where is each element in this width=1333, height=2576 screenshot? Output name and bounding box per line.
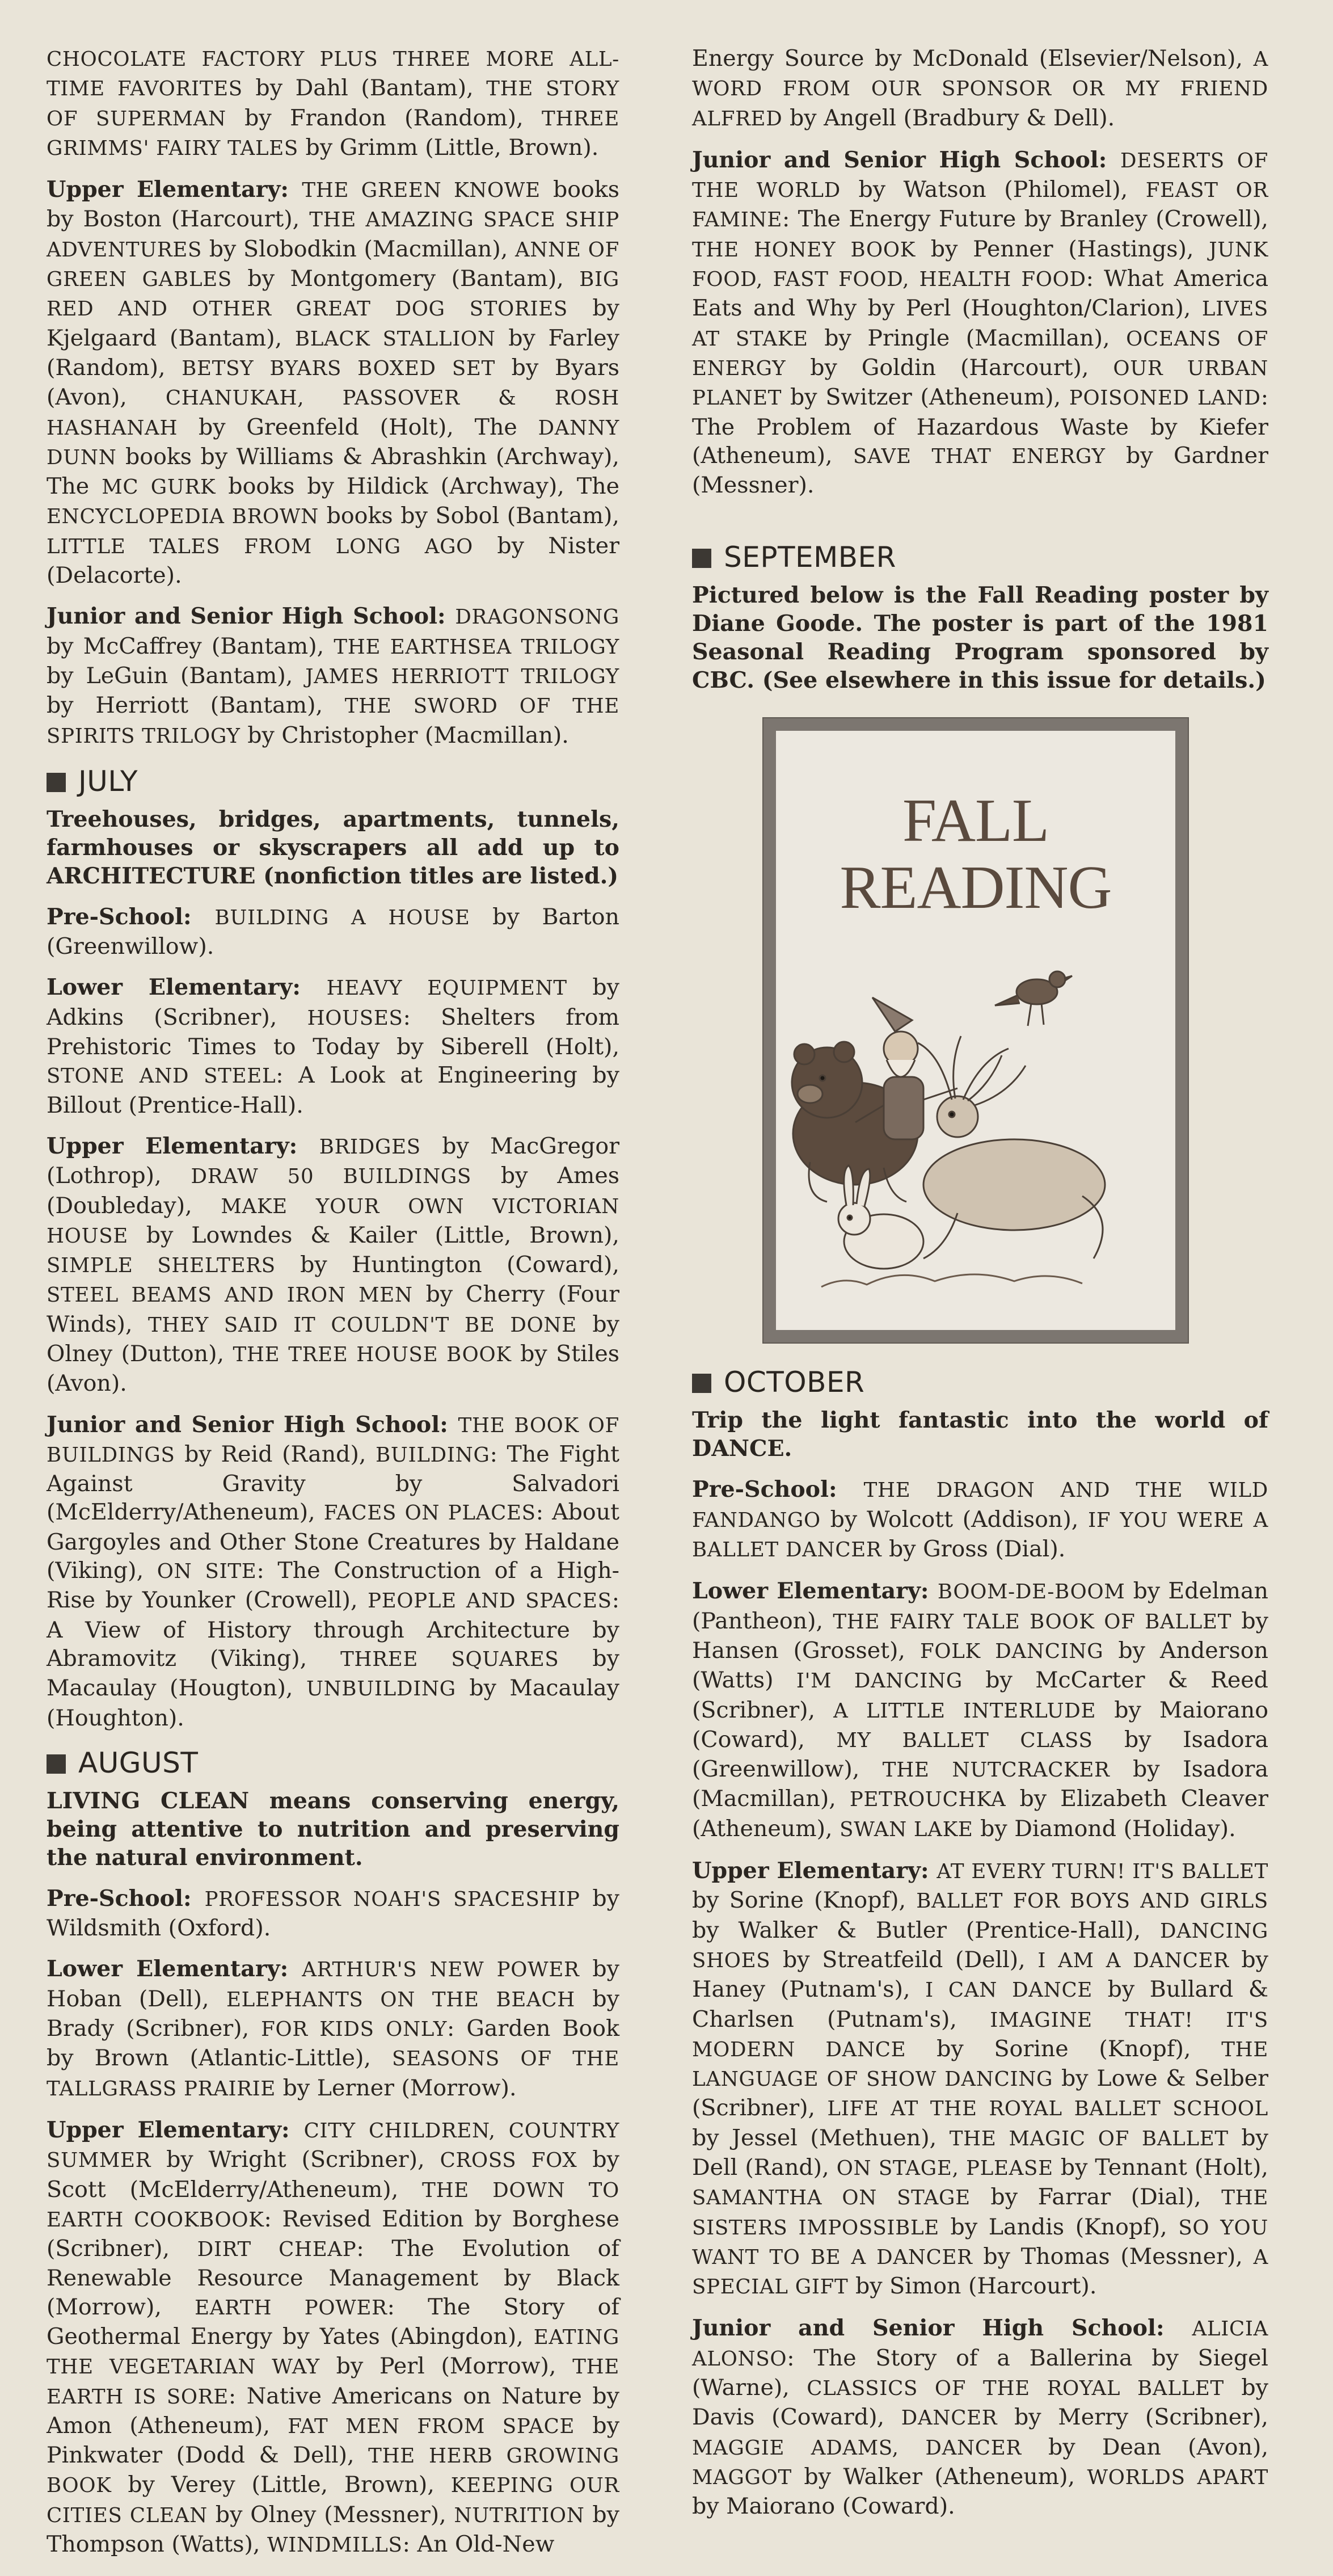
book-title: STEEL BEAMS AND IRON MEN — [47, 1283, 413, 1307]
entry-text: by Ames (Doubleday), — [47, 1163, 619, 1219]
book-title: LIFE AT THE ROYAL BALLET SCHOOL — [827, 2097, 1268, 2121]
entry-text: by McCarter & Reed (Scribner), — [692, 1667, 1268, 1723]
book-title: A WORD FROM OUR SPONSOR OR MY FRIEND ALFRED — [692, 48, 1268, 131]
entry-text: by Thompson (Watts), — [47, 2501, 619, 2558]
book-title: BUILDING — [376, 1443, 490, 1467]
july-upper-elementary-entry — [47, 1132, 619, 1398]
entry-text: by Maiorano (Coward). — [692, 2493, 955, 2520]
book-title: UNBUILDING — [306, 1677, 456, 1701]
book-title: I'M DANCING — [796, 1669, 963, 1693]
grade-level-label: Lower Elementary: — [47, 974, 327, 1001]
book-title: SEASONS OF THE TALLGRASS PRAIRIE — [47, 2047, 620, 2101]
book-title: PROFESSOR NOAH'S SPACESHIP — [204, 1887, 580, 1911]
entry-text: by Verey (Little, Brown), — [111, 2472, 451, 2498]
book-title: NUTRITION — [454, 2503, 585, 2527]
july-junior-senior-entry — [47, 1411, 619, 1732]
poster-figure — [692, 717, 1268, 1344]
entry-text: by Landis (Knopf), — [939, 2213, 1179, 2240]
grade-level-label: Junior and Senior High School: — [47, 1411, 458, 1438]
entry-text: by Scott (McElderry/Atheneum), — [47, 2146, 619, 2203]
book-title: MC GURK — [102, 475, 216, 499]
entry-text: by Wright (Scribner), — [151, 2146, 440, 2173]
entry-text: : Native Americans on Nature by Amon (Atheneum), — [47, 2383, 619, 2439]
entry-text: : About Gargoyles and Other Stone Creatures by Haldane (Viking), — [47, 1499, 620, 1584]
section-square-icon — [47, 773, 66, 792]
entry-text: by Goldin (Harcourt), — [786, 354, 1113, 381]
book-title: FEAST OR FAMINE — [692, 179, 1269, 232]
bird-icon — [995, 971, 1072, 1026]
entry-text: by Simon (Harcourt). — [848, 2273, 1097, 2300]
book-title: IMAGINE THAT! IT'S MODERN DANCE — [692, 2008, 1268, 2061]
june-upper-elementary-entry — [47, 175, 619, 590]
section-square-icon — [692, 549, 711, 568]
october-lower-elementary-entry — [692, 1577, 1268, 1844]
book-title: POISONED LAND — [1069, 386, 1261, 410]
fall-reading-poster — [762, 717, 1189, 1344]
book-title: THREE SQUARES — [340, 1647, 559, 1671]
grade-level-label: Pre-School: — [47, 1885, 205, 1912]
september-heading — [692, 539, 1268, 575]
entry-text: by Diamond (Holiday). — [973, 1815, 1236, 1842]
grade-level-label: Pre-School: — [47, 903, 215, 930]
july-pre-school-entry — [47, 903, 619, 961]
entry-text: by Angell (Bradbury & Dell). — [782, 104, 1115, 131]
book-title: THE AMAZING SPACE SHIP ADVENTURES — [47, 208, 620, 262]
grade-level-label: Upper Elementary: — [47, 2116, 304, 2143]
grade-level-label: Upper Elementary: — [692, 1858, 937, 1884]
book-title: HOUSES — [307, 1006, 403, 1030]
september-title: SEPTEMBER — [724, 541, 896, 574]
entry-text: by Anderson (Watts) — [692, 1637, 1268, 1694]
entry-text: by LeGuin (Bantam), — [47, 662, 306, 689]
entry-text: by Lowe & Selber (Scribner), — [692, 2065, 1269, 2122]
book-title: BRIDGES — [319, 1135, 421, 1159]
october-heading — [692, 1364, 1268, 1400]
book-title: BUILDING A HOUSE — [214, 906, 470, 929]
book-title: I CAN DANCE — [925, 1979, 1093, 2002]
entry-text: by Reid (Rand), — [175, 1441, 376, 1467]
book-title: FOLK DANCING — [920, 1639, 1104, 1663]
entry-text: by Gardner (Messner). — [692, 442, 1268, 499]
entry-text: : A Look at Engineering by Billout (Prentice-Hall). — [47, 1062, 619, 1118]
entry-text: by Dean (Avon), — [1021, 2434, 1268, 2460]
entry-text: by Grimm (Little, Brown). — [298, 134, 599, 161]
book-title: DANNY DUNN — [47, 416, 619, 469]
book-title: DRAW 50 BUILDINGS — [191, 1165, 472, 1189]
book-title: OCEANS OF ENERGY — [692, 327, 1269, 380]
book-title: AT EVERY TURN! IT'S BALLET — [937, 1860, 1268, 1884]
grade-level-label: Upper Elementary: — [47, 176, 302, 203]
right-column — [692, 44, 1268, 2533]
entry-text: by Farrar (Dial), — [970, 2184, 1222, 2211]
october-title: OCTOBER — [724, 1366, 865, 1399]
book-title: SWAN LAKE — [840, 1817, 973, 1841]
book-title: THE HONEY BOOK — [692, 238, 916, 262]
entry-text: by Slobodkin (Macmillan), — [202, 235, 515, 262]
entry-text: by McCaffrey (Bantam), — [47, 633, 334, 659]
july-lower-elementary-entry — [47, 973, 619, 1119]
entry-text: by Switzer (Atheneum), — [782, 384, 1069, 411]
book-title: THE SWORD OF THE SPIRITS TRILOGY — [47, 694, 619, 748]
book-title: ENCYCLOPEDIA BROWN — [47, 505, 319, 529]
august-lead: LIVING CLEAN means conserving energy, being attentive to nutrition and preserving the natural environment. — [47, 1787, 619, 1871]
entry-text: by Greenfeld (Holt), The — [178, 414, 538, 440]
book-title: SAVE THAT ENERGY — [853, 444, 1106, 468]
entry-text: by Edelman (Pantheon), — [692, 1578, 1268, 1634]
entry-text: by Olney (Dutton), — [47, 1311, 619, 1367]
book-title: THE HERB GROWING BOOK — [47, 2444, 619, 2498]
grade-level-label: Lower Elementary: — [47, 1956, 302, 1982]
entry-text: by Pringle (Macmillan), — [808, 325, 1127, 351]
book-title: CHOCOLATE FACTORY PLUS THREE MORE ALL-TIME FAVORITES — [47, 48, 619, 101]
entry-text: by Farley (Random), — [47, 325, 619, 381]
entry-text: books by Sobol (Bantam), — [318, 503, 619, 529]
book-title: DRAGONSONG — [455, 605, 619, 629]
entry-text: books by Williams & Abrashkin (Archway), The — [47, 443, 619, 500]
entry-text: : Garden Book by Brown (Atlantic-Little), — [47, 2015, 620, 2072]
entry-text: by Bullard & Charlsen (Putnam's), — [692, 1976, 1268, 2032]
august-pre-school-entry — [47, 1884, 619, 1943]
entry-text: by Hansen (Grosset), — [692, 1607, 1268, 1664]
entry-text: by Davis (Coward), — [692, 2375, 1268, 2431]
book-title: KEEPING OUR CITIES CLEAN — [47, 2474, 619, 2527]
book-title: PEOPLE AND SPACES — [368, 1589, 612, 1613]
august-heading — [47, 1745, 619, 1781]
entry-text: by Sorine (Knopf), — [906, 2035, 1222, 2062]
book-title: JAMES HERRIOTT TRILOGY — [305, 664, 619, 688]
grade-level-label: Junior and Senior High School: — [692, 2315, 1192, 2342]
october-junior-senior-entry — [692, 2314, 1268, 2520]
june-junior-senior-entry — [47, 602, 619, 750]
entry-text: by Haney (Putnam's), — [692, 1946, 1268, 2003]
book-title: SAMANTHA ON STAGE — [692, 2186, 971, 2210]
book-title: THE EARTH IS SORE — [47, 2355, 619, 2409]
book-title: THE SISTERS IMPOSSIBLE — [692, 2186, 1268, 2240]
book-title: THE GREEN KNOWE — [302, 179, 541, 203]
august-continued-entry — [692, 44, 1268, 133]
entry-text: books by Hildick (Archway), The — [216, 473, 620, 500]
august-title: AUGUST — [78, 1746, 199, 1779]
entry-text: by Streatfeild (Dell), — [770, 1946, 1038, 1973]
poster-title-line2: READING — [840, 854, 1112, 922]
book-title: CITY CHILDREN, COUNTRY SUMMER — [47, 2119, 620, 2173]
book-title: STONE AND STEEL — [47, 1064, 276, 1088]
book-title: THE STORY OF SUPERMAN — [47, 77, 619, 131]
grade-level-label: Pre-School: — [692, 1476, 864, 1503]
book-title: OUR URBAN PLANET — [692, 356, 1268, 410]
entry-text: : The Construction of a High-Rise by Younker (Crowell), — [47, 1558, 619, 1614]
entry-text: by Merry (Scribner), — [997, 2404, 1268, 2431]
august-lower-elementary-entry — [47, 1955, 619, 2103]
entry-text: by Watson (Philomel), — [840, 176, 1146, 203]
entry-text: by Brady (Scribner), — [47, 1985, 619, 2042]
book-title: ON STAGE, PLEASE — [836, 2156, 1053, 2180]
entry-text: by Hoban (Dell), — [47, 1956, 619, 2012]
book-title: LITTLE TALES FROM LONG AGO — [47, 534, 474, 558]
october-pre-school-entry — [692, 1475, 1268, 1564]
book-title: ARTHUR'S NEW POWER — [302, 1958, 580, 1982]
entry-text: by Montgomery (Bantam), — [231, 266, 580, 292]
grade-level-label: Junior and Senior High School: — [692, 146, 1120, 173]
grass-icon — [821, 1274, 1082, 1287]
book-title: HEAVY EQUIPMENT — [326, 976, 567, 1000]
book-title: THE BOOK OF BUILDINGS — [47, 1413, 619, 1467]
entry-text: by Thomas (Messner), — [972, 2243, 1254, 2270]
entry-text: by Byars (Avon), — [47, 354, 619, 411]
book-title: JUNK FOOD, FAST FOOD, HEALTH FOOD — [692, 238, 1268, 292]
august-junior-senior-entry — [692, 146, 1268, 500]
entry-text: by Adkins (Scribner), — [47, 974, 619, 1030]
entry-text: by Sorine (Knopf), — [692, 1887, 917, 1914]
book-title: WINDMILLS — [267, 2533, 403, 2557]
book-title: A SPECIAL GIFT — [692, 2245, 1269, 2299]
book-title: MAKE YOUR OWN VICTORIAN HOUSE — [47, 1194, 619, 1248]
book-title: DESERTS OF THE WORLD — [692, 149, 1268, 203]
entry-text: by Penner (Hastings), — [916, 235, 1209, 262]
section-square-icon — [692, 1374, 711, 1393]
deer-icon — [918, 1036, 1105, 1258]
entry-text: by Dahl (Bantam), — [242, 75, 487, 102]
entry-text: : What America Eats and Why by Perl (Houghton/Clarion), — [692, 266, 1268, 322]
entry-text: by Tennant (Holt), — [1053, 2154, 1268, 2181]
entry-text: : The Problem of Hazardous Waste by Kiefer (Atheneum), — [692, 384, 1268, 469]
poster-illustration — [787, 946, 1164, 1298]
entry-text: by Olney (Messner), — [207, 2501, 454, 2528]
entry-text: by Macaulay (Hougton), — [47, 1645, 619, 1702]
book-title: LIVES AT STAKE — [692, 297, 1268, 351]
entry-text: : The Fight Against Gravity by Salvadori (McElderry/Atheneum), — [47, 1441, 619, 1526]
book-title: FACES ON PLACES — [323, 1501, 536, 1525]
book-title: THE TREE HOUSE BOOK — [233, 1342, 512, 1366]
entry-text: : The Story of a Ballerina by Siegel (Warne), — [692, 2345, 1268, 2401]
october-upper-elementary-entry — [692, 1857, 1268, 2301]
september-lead: Pictured below is the Fall Reading poster by Diane Goode. The poster is part of the 1981 Seasonal Reading Program sponsored by CBC. (See elsewhere in this issue for details.) — [692, 582, 1268, 694]
entry-text: by Kjelgaard (Bantam), — [47, 295, 619, 351]
october-lead: Trip the light fantastic into the world of DANCE. — [692, 1407, 1268, 1462]
entry-text: by Isadora (Macmillan), — [692, 1756, 1268, 1812]
book-title: BLACK STALLION — [294, 327, 496, 351]
entry-text: books by Boston (Harcourt), — [47, 176, 619, 233]
book-title: MAGGOT — [692, 2465, 792, 2489]
entry-text: : An Old-New — [402, 2531, 555, 2558]
book-title: A LITTLE INTERLUDE — [833, 1699, 1096, 1723]
left-column — [47, 44, 619, 2572]
book-title: BALLET FOR BOYS AND GIRLS — [916, 1889, 1268, 1913]
july-title: JULY — [78, 764, 138, 798]
book-title: DANCING SHOES — [692, 1919, 1268, 1972]
book-title: ALICIA ALONSO — [692, 2317, 1268, 2371]
entry-text: : The Story of Geothermal Energy by Yates (Abingdon), — [47, 2293, 619, 2350]
entry-text: by Pinkwater (Dodd & Dell), — [47, 2412, 620, 2469]
entry-text: by Walker & Butler (Prentice-Hall), — [692, 1917, 1160, 1943]
book-title: THE FAIRY TALE BOOK OF BALLET — [833, 1610, 1232, 1634]
book-title: DIRT CHEAP — [197, 2238, 357, 2262]
book-title: THE MAGIC OF BALLET — [949, 2127, 1229, 2150]
book-title: SO YOU WANT TO BE A DANCER — [692, 2216, 1268, 2269]
poster-title — [776, 788, 1175, 921]
book-title: EARTH POWER — [195, 2296, 387, 2320]
section-square-icon — [47, 1754, 66, 1774]
book-title: FAT MEN FROM SPACE — [288, 2414, 575, 2438]
entry-text: by Herriott (Bantam), — [47, 692, 345, 719]
poster-title-line1: FALL — [902, 787, 1049, 855]
grade-level-label: Upper Elementary: — [47, 1133, 319, 1159]
book-title: PETROUCHKA — [849, 1788, 1006, 1812]
book-title: MAGGIE ADAMS, DANCER — [692, 2436, 1022, 2460]
book-title: BOOM-DE-BOOM — [937, 1580, 1125, 1604]
entry-text: by MacGregor (Lothrop), — [47, 1133, 619, 1189]
entry-text: : The Evolution of Renewable Resource Management by Black (Morrow), — [47, 2236, 619, 2320]
book-title: I AM A DANCER — [1037, 1948, 1229, 1972]
book-title: THE EARTHSEA TRILOGY — [334, 635, 619, 659]
book-title: DANCER — [901, 2406, 998, 2430]
entry-text: : Shelters from Prehistoric Times to Today by Siberell (Holt), — [47, 1004, 619, 1060]
entry-text: by Perl (Morrow), — [319, 2353, 573, 2380]
entry-text: by Dell (Rand), — [692, 2124, 1268, 2181]
july-lead: Treehouses, bridges, apartments, tunnels, farmhouses or skyscrapers all add up to ARCHITECTURE (nonfiction titles are listed.) — [47, 806, 619, 889]
book-title: CLASSICS OF THE ROYAL BALLET — [807, 2377, 1224, 2401]
entry-text: by Gross (Dial). — [881, 1536, 1066, 1563]
book-title: FOR KIDS ONLY — [261, 2018, 448, 2042]
book-title: THREE GRIMMS' FAIRY TALES — [47, 107, 619, 160]
book-title: ANNE OF GREEN GABLES — [47, 238, 619, 292]
entry-text: by Macaulay (Houghton). — [47, 1675, 619, 1731]
book-title: CROSS FOX — [440, 2149, 577, 2173]
book-title: BETSY BYARS BOXED SET — [182, 356, 496, 380]
grade-level-label: Junior and Senior High School: — [47, 603, 455, 630]
book-title: BIG RED AND OTHER GREAT DOG STORIES — [47, 268, 619, 321]
entry-text: Energy Source by McDonald (Elsevier/Nelson), — [692, 45, 1254, 71]
entry-text: by Lowndes & Kailer (Little, Brown), — [128, 1222, 619, 1248]
july-heading — [47, 763, 619, 799]
entry-text: by Lerner (Morrow). — [276, 2074, 517, 2101]
grade-level-label: Lower Elementary: — [692, 1578, 938, 1605]
book-title: THEY SAID IT COULDN'T BE DONE — [147, 1313, 577, 1337]
entry-text: by Maiorano (Coward), — [692, 1697, 1268, 1753]
book-title: ELEPHANTS ON THE BEACH — [226, 1988, 576, 2011]
book-title: MY BALLET CLASS — [836, 1728, 1093, 1752]
book-title: THE NUTCRACKER — [882, 1758, 1110, 1782]
entry-text: by Elizabeth Cleaver (Atheneum), — [692, 1786, 1268, 1842]
poster-panel — [776, 731, 1175, 1330]
book-title: THE DRAGON AND THE WILD FANDANGO — [692, 1479, 1268, 1532]
entry-text: : The Energy Future by Branley (Crowell), — [782, 206, 1268, 233]
entry-text: by Wildsmith (Oxford). — [47, 1885, 619, 1942]
book-title: CHANUKAH, PASSOVER & ROSH HASHANAH — [47, 386, 619, 440]
entry-text: by Huntington (Coward), — [275, 1252, 619, 1278]
entry-text: : Revised Edition by Borghese (Scribner), — [47, 2205, 619, 2262]
book-title: ON SITE — [157, 1560, 257, 1584]
entry-text: by Nister (Delacorte). — [47, 532, 619, 589]
entry-text: : A View of History through Architecture by Abramovitz (Viking), — [47, 1587, 619, 1672]
entry-text: by Frandon (Random), — [226, 104, 542, 131]
book-title: WORLDS APART — [1087, 2465, 1268, 2489]
entry-text: by Jessel (Methuen), — [692, 2124, 950, 2151]
entry-text: by Barton (Greenwillow). — [47, 903, 619, 960]
entry-text: by Cherry (Four Winds), — [47, 1281, 619, 1337]
entry-text: by Christopher (Macmillan). — [240, 722, 569, 748]
book-title: THE LANGUAGE OF SHOW DANCING — [692, 2038, 1268, 2091]
book-title: SIMPLE SHELTERS — [47, 1254, 276, 1278]
entry-text: by Stiles (Avon). — [47, 1340, 619, 1397]
book-title: EATING THE VEGETARIAN WAY — [47, 2326, 619, 2379]
entry-text: by Walker (Atheneum), — [791, 2463, 1087, 2490]
book-title: THE DOWN TO EARTH COOKBOOK — [47, 2178, 619, 2232]
august-upper-elementary-entry — [47, 2116, 619, 2560]
entry-text: by Isadora (Greenwillow), — [692, 1726, 1268, 1783]
june-intro-entry — [47, 44, 619, 163]
book-title: IF YOU WERE A BALLET DANCER — [692, 1508, 1268, 1562]
entry-text: by Wolcott (Addison), — [820, 1506, 1089, 1533]
